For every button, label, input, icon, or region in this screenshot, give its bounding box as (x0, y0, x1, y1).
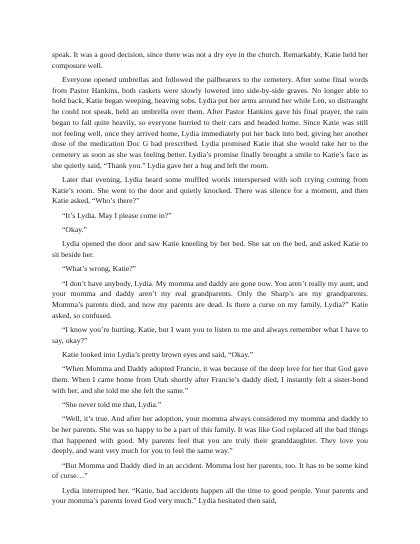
paragraph: “But Momma and Daddy died in an accident. Momma lost her parents, too. It has to be some kind of curse…” (52, 460, 368, 481)
paragraph: speak. It was a good decision, since there was not a dry eye in the church. Remarkably, Katie held her composure well. (52, 50, 368, 70)
paragraph: “Well, it’s true. And after her adoption, your momma always considered my momma and daddy to be her parents. She was so happy to be a part of this family. It was like God replaced all the bad things that happened with good. My parents feel that you are truly their granddaughter. They love you deeply, and want very much for you to feel the same way.” (52, 414, 368, 456)
paragraph: Katie looked into Lydia’s pretty brown eyes and said, “Okay.” (62, 349, 253, 359)
paragraph: Everyone opened umbrellas and followed the pallbearers to the cemetery. After some final words from Pastor Hankins, both caskets were slowly lowered into side-by-side graves. No longer able to hold back, Katie began weeping, heaving sobs. Lydia put her arms around her while Len, so distraught he could not speak, held an umbrella over them. After Pastor Hankins gave his final prayer, the rain began to fall quite heavily, so everyone hurried to their cars and headed home. Since Katie was still not feeling well, once they arrived home, Lydia immediately put her back into bed, giving her another dose of the medication Doc G had prescribed. Lydia promised Katie that she would take her to the cemetery as soon as she was feeling better. Lydia’s promise finally brought a smile to Katie’s face as she quietly said, “Thank you.” Lydia gave her a hug and left the room. (52, 75, 368, 170)
paragraph: “It’s Lydia. May I please come in?” (62, 210, 172, 220)
paragraph: “What’s wrong, Katie?” (62, 264, 137, 274)
paragraph: “When Momma and Daddy adopted Francie, it was because of the deep love for her that God gave them. When I came home from Utah shortly after Francie’s daddy died, I instantly felt a sister-bond with her, and she told me she felt the same.” (52, 364, 368, 395)
paragraph: Later that evening, Lydia heard some muffled words interspersed with soft crying coming from Katie’s room. She went to the door and quietly knocked. There was silence for a moment, and then Katie asked, “Who’s there?” (52, 174, 368, 206)
paragraph: “Okay.” (62, 224, 87, 234)
paragraph: Lydia opened the door and saw Katie kneeling by her bed. She sat on the bed, and asked Katie to sit beside her. (52, 239, 368, 259)
book-page (52, 50, 368, 511)
paragraph: “I know you’re hurting, Katie, but I want you to listen to me and always remember what I have to say, okay?” (52, 324, 368, 345)
paragraph: “She never told me that, Lydia.” (62, 399, 162, 409)
paragraph: “I don’t have anybody, Lydia. My momma and daddy are gone now. You aren’t really my aunt, and your momma and daddy aren’t my real grandparents. Only the Sharp’s are my grandparents. Momma’s parents died, and now my parents are dead. Is there a curse on my family, Lydia?” Katie asked, so confused. (52, 278, 368, 320)
paragraph: Lydia interrupted her. “Katie, bad accidents happen all the time to good people. Your parents and your momma’s parents loved God very much.” Lydia hesitated then said, (52, 485, 368, 506)
